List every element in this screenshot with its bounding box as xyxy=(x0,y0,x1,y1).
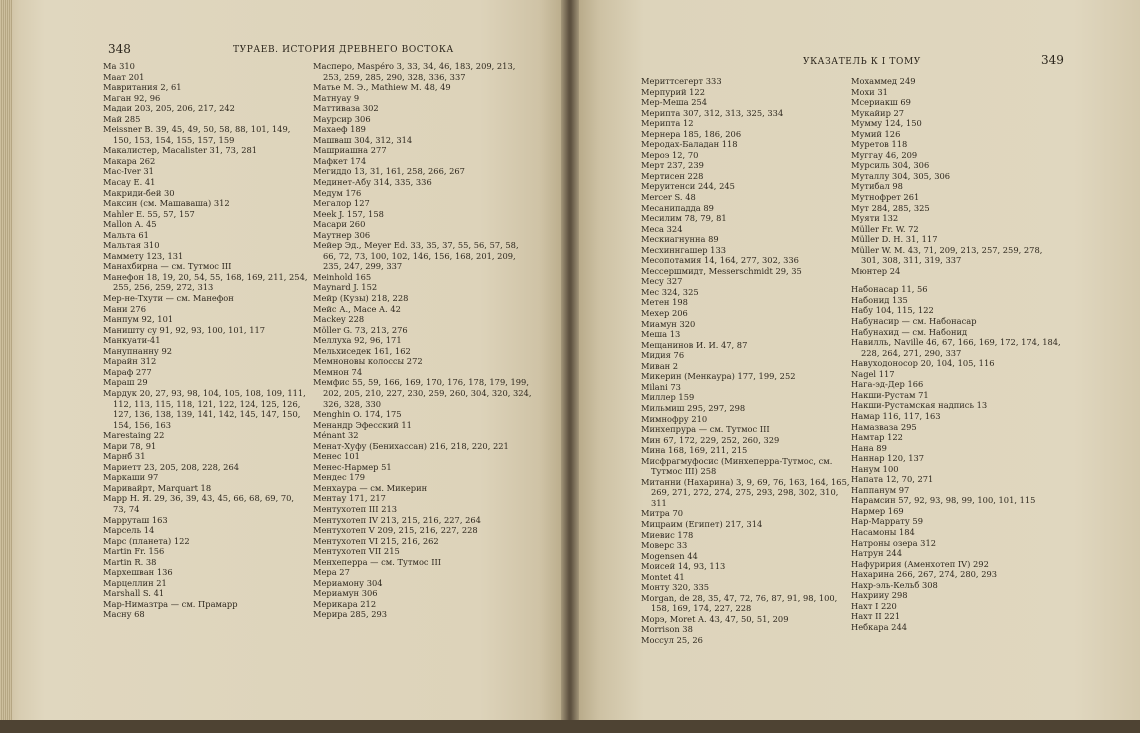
index-column xyxy=(851,76,1061,632)
index-entry: Meinhold 165 xyxy=(313,271,372,282)
index-entry: Манкуати-41 xyxy=(103,335,161,346)
index-entry: Моверс 33 xyxy=(641,540,688,551)
index-entry: Манахбирна — см. Тутмос III xyxy=(103,261,232,272)
index-entry: Машваш 304, 312, 314 xyxy=(313,134,413,145)
index-entry: Масари 260 xyxy=(313,219,366,230)
index-entry: Набунасир — см. Набонасар xyxy=(851,316,977,327)
index-entry: Мутибал 98 xyxy=(851,181,903,192)
index-column xyxy=(103,61,308,620)
index-entry: Мимнофру 210 xyxy=(641,413,708,424)
index-entry: Мумму 124, 150 xyxy=(851,118,922,129)
index-entry: Максин (см. Машаваша) 312 xyxy=(103,198,230,209)
index-entry: Мадаи 203, 205, 206, 217, 242 xyxy=(103,103,235,114)
index-entry: Микерин (Менкаура) 177, 199, 252 xyxy=(641,371,796,382)
index-entry: Ментухотеп IV 213, 215, 216, 227, 264 xyxy=(313,514,481,525)
index-entry: Морэ, Moret A. 43, 47, 50, 51, 209 xyxy=(641,613,789,624)
index-entry: Mercer S. 48 xyxy=(641,192,696,203)
index-entry: Натрун 244 xyxy=(851,548,902,559)
index-entry: Mogensen 44 xyxy=(641,550,698,561)
section-gap xyxy=(851,276,1061,284)
page-edge xyxy=(0,0,12,733)
index-entry: Маттиваза 302 xyxy=(313,103,379,114)
index-entry: Машриашна 277 xyxy=(313,145,387,156)
index-entry: Марсель 14 xyxy=(103,525,155,536)
index-entry: Меруитенси 244, 245 xyxy=(641,181,735,192)
index-entry: Мохаммед 249 xyxy=(851,76,916,86)
index-entry: Nagel 117 xyxy=(851,368,895,379)
index-entry: Набунахид — см. Набонид xyxy=(851,326,968,337)
index-entry: Менхеперра — см. Тутмос III xyxy=(313,556,442,567)
index-entry: Метен 198 xyxy=(641,297,688,308)
index-entry: Нанум 100 xyxy=(851,463,899,474)
index-entry: Муяти 132 xyxy=(851,213,899,224)
index-entry: Мараш 29 xyxy=(103,377,148,388)
index-entry: Möller G. 73, 213, 276 xyxy=(313,324,408,335)
index-entry: Mackey 228 xyxy=(313,314,365,325)
index-entry: Мальтая 310 xyxy=(103,240,160,251)
index-entry: Мумий 126 xyxy=(851,128,901,139)
index-entry: Месанипадда 89 xyxy=(641,202,714,213)
index-entry: Morgan, de 28, 35, 47, 72, 76, 87, 91, 98, 100, 158, 169, 174, 227, 228 xyxy=(641,592,838,614)
index-entry: Marshall S. 41 xyxy=(103,588,165,599)
index-entry: Марр Н. Я. 29, 36, 39, 43, 45, 66, 68, 69, 70, 73, 74 xyxy=(103,493,295,514)
index-entry: Мероэ 12, 70 xyxy=(641,149,699,160)
index-entry: Менхаура — см. Микерин xyxy=(313,482,428,493)
index-entry: Ментау 171, 217 xyxy=(313,493,386,504)
index-entry: Нахт II 221 xyxy=(851,611,901,622)
index-entry: Накши-Рустам 71 xyxy=(851,389,929,400)
index-entry: Намтар 122 xyxy=(851,432,903,443)
index-entry: Мицраим (Египет) 217, 314 xyxy=(641,518,763,529)
index-entry: Навилль, Naville 46, 67, 166, 169, 172, 174, 184, 228, 264, 271, 290, 337 xyxy=(851,337,1061,358)
index-entry: Месопотамия 14, 164, 277, 302, 336 xyxy=(641,255,799,266)
index-entry: Мес 324, 325 xyxy=(641,286,699,297)
running-header: УКАЗАТЕЛЬ К I ТОМУ xyxy=(803,57,921,67)
index-entry: Мюнтер 24 xyxy=(851,265,901,276)
index-entry: Ментухотеп VI 215, 216, 262 xyxy=(313,535,439,546)
index-entry: Мернера 185, 186, 206 xyxy=(641,128,742,139)
index-entry: Мер-Меша 254 xyxy=(641,97,708,108)
index-entry: Нахрииу 298 xyxy=(851,590,908,601)
index-entry: Медум 176 xyxy=(313,187,362,198)
index-entry: Месу 327 xyxy=(641,276,683,287)
index-entry: Муталлу 304, 305, 306 xyxy=(851,170,951,181)
index-entry: Ментухотеп V 209, 215, 216, 227, 228 xyxy=(313,525,478,536)
index-entry: Марруташ 163 xyxy=(103,514,168,525)
index-entry: Мани 276 xyxy=(103,303,146,314)
index-entry: Мерира 285, 293 xyxy=(313,609,388,620)
index-entry: Müller W. M. 43, 71, 209, 213, 257, 259, 278, 301, 308, 311, 319, 337 xyxy=(851,244,1043,266)
index-entry: Мараф 277 xyxy=(103,366,152,377)
index-entry: Müller D. H. 31, 117 xyxy=(851,234,938,245)
index-entry: Макалистер, Macalister 31, 73, 281 xyxy=(103,145,258,156)
index-entry: Мафкет 174 xyxy=(313,155,367,166)
index-entry: Maynard J. 152 xyxy=(313,282,378,293)
index-entry: Нага-эд-Дер 166 xyxy=(851,379,924,390)
index-entry: Мутнофрет 261 xyxy=(851,192,920,203)
index-entry: Матнуау 9 xyxy=(313,92,360,103)
index-entry: Муретов 118 xyxy=(851,139,908,150)
index-entry: Марнб 31 xyxy=(103,451,146,462)
running-header: ТУРАЕВ. ИСТОРИЯ ДРЕВНЕГО ВОСТОКА xyxy=(233,45,454,55)
index-entry: Mallon A. 45 xyxy=(103,219,157,230)
index-entry: Манефон 18, 19, 20, 54, 55, 168, 169, 211, 254, 255, 256, 259, 272, 313 xyxy=(103,271,308,293)
index-entry: Мсериакш 69 xyxy=(851,97,911,108)
index-entry: Мурсиль 304, 306 xyxy=(851,160,930,171)
index-entry: Манпум 92, 101 xyxy=(103,314,174,325)
page-number: 348 xyxy=(108,42,131,56)
index-entry: Миамун 320 xyxy=(641,318,696,329)
index-entry: Мемфис 55, 59, 166, 169, 170, 176, 178, 179, 199, 202, 205, 210, 227, 230, 259, 260, 304, 320, 324, 326, 328, 330 xyxy=(313,377,532,409)
index-entry: Мут 284, 285, 325 xyxy=(851,202,930,213)
index-entry: Menghin O. 174, 175 xyxy=(313,409,402,420)
index-entry: Натроны озера 312 xyxy=(851,537,937,548)
index-entry: Масперо, Maspéro 3, 33, 34, 46, 183, 209, 213, 253, 259, 285, 290, 328, 336, 337 xyxy=(313,61,516,82)
index-entry: Навуходоносор 20, 104, 105, 116 xyxy=(851,358,995,369)
index-entry: Нар-Маррату 59 xyxy=(851,516,923,527)
index-entry: Мавритания 2, 61 xyxy=(103,82,182,93)
index-entry: Мендес 179 xyxy=(313,472,366,483)
index-entry: Мерт 237, 239 xyxy=(641,160,704,171)
index-entry: Martin Fr. 156 xyxy=(103,546,165,557)
index-entry: Мариетт 23, 205, 208, 228, 264 xyxy=(103,461,240,472)
page-number: 349 xyxy=(1041,53,1064,67)
index-entry: Насамоны 184 xyxy=(851,526,915,537)
index-entry: Наннар 120, 137 xyxy=(851,453,925,464)
index-entry: Маништу су 91, 92, 93, 100, 101, 117 xyxy=(103,324,266,335)
index-entry: Мединет-Абу 314, 335, 336 xyxy=(313,177,432,188)
index-entry: Миллер 159 xyxy=(641,392,695,403)
index-entry: Мельхиседек 161, 162 xyxy=(313,345,411,356)
index-entry: Намазваза 295 xyxy=(851,421,917,432)
index-entry: Меса 324 xyxy=(641,223,683,234)
index-entry: Milani 73 xyxy=(641,381,681,392)
index-entry: Mac-Iver 31 xyxy=(103,166,154,177)
index-entry: Ма 310 xyxy=(103,61,135,71)
index-entry: Marestaing 22 xyxy=(103,430,165,441)
index-entry: Марайн 312 xyxy=(103,356,157,367)
index-entry: Мер-не-Тхути — см. Манефон xyxy=(103,293,234,304)
index-entry: Миевис 178 xyxy=(641,529,694,540)
index-entry: Митра 70 xyxy=(641,508,684,519)
index-entry: Месилим 78, 79, 81 xyxy=(641,213,727,224)
page-bottom-shadow xyxy=(0,720,1140,733)
index-entry: Менес 101 xyxy=(313,451,360,462)
right-page xyxy=(574,0,1140,733)
index-entry: Мертисен 228 xyxy=(641,170,704,181)
index-entry: Мемнон 74 xyxy=(313,366,363,377)
index-entry: Маат 201 xyxy=(103,71,145,82)
index-entry: Набонасар 11, 56 xyxy=(851,284,928,295)
index-entry: Монту 320, 335 xyxy=(641,582,710,593)
index-entry: Мессершмидт, Messerschmidt 29, 35 xyxy=(641,265,802,276)
index-entry: Митанни (Нахарина) 3, 9, 69, 76, 163, 164, 165, 269, 271, 272, 274, 275, 293, 298, 302, 310, 311 xyxy=(641,476,850,508)
index-entry: Нахарина 266, 267, 274, 280, 293 xyxy=(851,569,998,580)
index-entry: Ménant 32 xyxy=(313,430,359,441)
index-entry: Мархешван 136 xyxy=(103,567,173,578)
index-entry: Мар-Нимазтра — см. Прамарр xyxy=(103,598,238,609)
book-gutter xyxy=(561,0,579,733)
index-entry: Мидия 76 xyxy=(641,350,685,361)
index-entry: Нахт I 220 xyxy=(851,600,897,611)
index-entry: Набу 104, 115, 122 xyxy=(851,305,934,316)
index-entry: Макриди-бей 30 xyxy=(103,187,175,198)
index-entry: Марс (планета) 122 xyxy=(103,535,190,546)
index-entry: Менес-Нармер 51 xyxy=(313,461,392,472)
index-entry: Мера 27 xyxy=(313,567,350,578)
index-entry: Мемноновы колоссы 272 xyxy=(313,356,423,367)
index-entry: Müller Fr. W. 72 xyxy=(851,223,919,234)
index-entry: Мохи 31 xyxy=(851,86,888,97)
index-entry: Набонид 135 xyxy=(851,294,908,305)
index-entry: Montet 41 xyxy=(641,571,685,582)
index-entry: Ментухотеп III 213 xyxy=(313,503,398,514)
index-entry: Намар 116, 117, 163 xyxy=(851,410,941,421)
index-entry: Нарамсин 57, 92, 93, 98, 99, 100, 101, 115 xyxy=(851,495,1036,506)
index-entry: Мехер 206 xyxy=(641,308,688,319)
index-entry: Макара 262 xyxy=(103,155,156,166)
index-entry: Мальта 61 xyxy=(103,229,149,240)
index-entry: Мещанинов И. И. 47, 87 xyxy=(641,339,748,350)
index-entry: Меллуха 92, 96, 171 xyxy=(313,335,402,346)
index-entry: Манупнанну 92 xyxy=(103,345,172,356)
index-entry: Маурсир 306 xyxy=(313,113,371,124)
index-entry: Масау Е. 41 xyxy=(103,177,156,188)
index-entry: Мескиагнунна 89 xyxy=(641,234,719,245)
index-entry: Месхиннгашер 133 xyxy=(641,244,727,255)
index-entry: Мерпурий 122 xyxy=(641,86,705,97)
index-entry: Мина 168, 169, 211, 215 xyxy=(641,445,748,456)
index-entry: Morrison 38 xyxy=(641,624,693,635)
index-entry: Маммету 123, 131 xyxy=(103,250,184,261)
index-entry: Мерипта 307, 312, 313, 325, 334 xyxy=(641,107,784,118)
index-entry: Наппанум 97 xyxy=(851,484,910,495)
index-entry: Mahler E. 55, 57, 157 xyxy=(103,208,195,219)
index-entry: Ментухотеп VII 215 xyxy=(313,546,400,557)
index-entry: Масну 68 xyxy=(103,609,145,620)
index-entry: Моссул 25, 26 xyxy=(641,634,703,645)
index-entry: Мильмиш 295, 297, 298 xyxy=(641,402,746,413)
index-entry: Мерипта 12 xyxy=(641,118,694,129)
index-entry: Мейер Эд., Meyer Ed. 33, 35, 37, 55, 56, 57, 58, 66, 72, 73, 100, 102, 146, 156, 168, 201, 209, 235, 247, 299, 337 xyxy=(313,240,519,272)
left-page xyxy=(0,0,566,733)
index-entry: Менат-Хуфу (Бенихассан) 216, 218, 220, 221 xyxy=(313,440,509,451)
index-entry: Мериттсегерт 333 xyxy=(641,76,722,86)
index-entry: Мин 67, 172, 229, 252, 260, 329 xyxy=(641,434,780,445)
index-entry: Минхепрура — см. Тутмос III xyxy=(641,424,770,435)
index-entry: Мериамун 306 xyxy=(313,588,378,599)
index-entry: Маган 92, 96 xyxy=(103,92,161,103)
index-entry: Муггау 46, 209 xyxy=(851,149,918,160)
index-entry: Меша 13 xyxy=(641,329,681,340)
index-entry: Марцеллин 21 xyxy=(103,577,167,588)
index-entry: Нахр-эль-Кельб 308 xyxy=(851,579,938,590)
index-entry: Маутнер 306 xyxy=(313,229,371,240)
index-entry: Мериамону 304 xyxy=(313,577,383,588)
index-entry: Нана 89 xyxy=(851,442,887,453)
index-entry: Май 285 xyxy=(103,113,141,124)
index-entry: Моисей 14, 93, 113 xyxy=(641,561,726,572)
index-entry: Мерикара 212 xyxy=(313,598,377,609)
index-entry: Накши-Рустамская надпись 13 xyxy=(851,400,988,411)
index-entry: Мардук 20, 27, 93, 98, 104, 105, 108, 109, 111, 112, 113, 115, 118, 121, 122, 124, 125, 126, 127, 136, 138, 139, 141, 142, 145, 147, 150, 154, 156, 163 xyxy=(103,387,306,430)
index-entry: Martin R. 38 xyxy=(103,556,157,567)
index-entry: Маркаши 97 xyxy=(103,472,159,483)
index-entry: Мисфрагмуфосис (Минхеперра-Тутмос, см. Тутмос III) 258 xyxy=(641,455,833,477)
index-entry: Нармер 169 xyxy=(851,505,904,516)
index-entry: Нафуририя (Аменхотеп IV) 292 xyxy=(851,558,989,569)
index-entry: Meissner B. 39, 45, 49, 50, 58, 88, 101, 149, 150, 153, 154, 155, 157, 159 xyxy=(103,124,291,145)
index-column xyxy=(313,61,533,620)
index-entry: Маривайрт, Marquart 18 xyxy=(103,482,212,493)
index-entry: Meek J. 157, 158 xyxy=(313,208,384,219)
index-entry: Мегалор 127 xyxy=(313,198,370,209)
index-entry: Мукайир 27 xyxy=(851,107,905,118)
index-column xyxy=(641,76,851,646)
index-entry: Махаеф 189 xyxy=(313,124,366,135)
index-entry: Напата 12, 70, 271 xyxy=(851,474,934,485)
index-entry: Мари 78, 91 xyxy=(103,440,157,451)
index-entry: Мейс А., Mace A. 42 xyxy=(313,303,401,314)
index-entry: Мейр (Кузы) 218, 228 xyxy=(313,293,409,304)
index-entry: Меродах-Баладан 118 xyxy=(641,139,738,150)
index-entry: Небкара 244 xyxy=(851,621,908,632)
index-entry: Матье М. Э., Mathiew M. 48, 49 xyxy=(313,82,451,93)
index-entry: Мегиддо 13, 31, 161, 258, 266, 267 xyxy=(313,166,465,177)
index-entry: Менандр Эфесский 11 xyxy=(313,419,412,430)
index-entry: Миван 2 xyxy=(641,360,679,371)
